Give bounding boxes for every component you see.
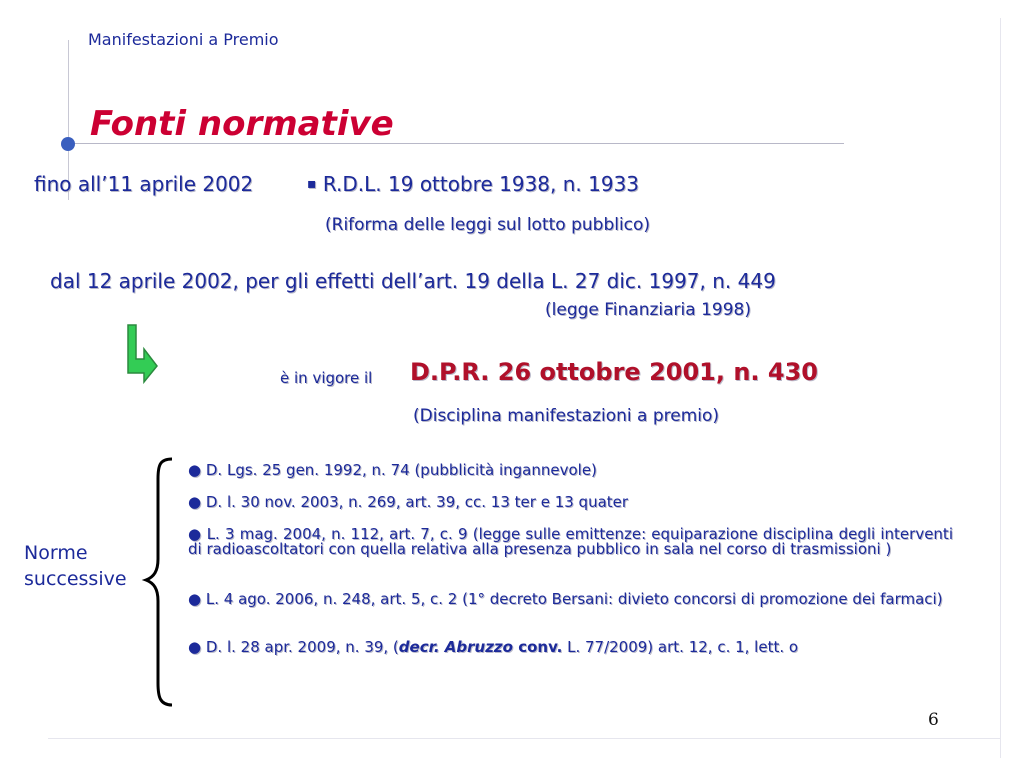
- square-bullet-icon: ▪: [307, 176, 317, 192]
- list-item-text-part1: D. l. 28 apr. 2009, n. 39, (: [205, 638, 399, 656]
- before-date-label: fino all’11 aprile 2002: [34, 172, 254, 196]
- after-law-note: (legge Finanziaria 1998): [545, 300, 751, 320]
- in-force-law: D.P.R. 26 ottobre 2001, n. 430: [410, 358, 818, 386]
- before-law-line: [307, 172, 639, 196]
- list-item: [188, 495, 628, 510]
- norme-label-line1: Norme: [24, 542, 88, 564]
- in-force-note: (Disciplina manifestazioni a premio): [413, 406, 720, 426]
- list-item-text: L. 4 ago. 2006, n. 248, art. 5, c. 2 (1° decreto Bersani: divieto concorsi di promozione dei farmaci): [205, 590, 943, 608]
- in-force-label: è in vigore il: [280, 369, 373, 387]
- list-item-text: D. Lgs. 25 gen. 1992, n. 74 (pubblicità ingannevole): [205, 461, 597, 479]
- right-vertical-rule: [1000, 18, 1001, 758]
- curly-brace-icon: [140, 455, 180, 711]
- bullet-icon: ●: [188, 590, 202, 608]
- turn-right-arrow-icon: [118, 322, 160, 384]
- list-item-emphasis: decr. Abruzzo: [398, 638, 513, 656]
- list-item-text: L. 3 mag. 2004, n. 112, art. 7, c. 9 (legge sulle emittenze: equiparazione disciplina degli interventi di radioascoltatori con quella relativa alla presenza pubblico in sala nel corso di trasmissioni ): [188, 525, 953, 558]
- after-date-line: dal 12 aprile 2002, per gli effetti dell’art. 19 della L. 27 dic. 1997, n. 449: [50, 269, 776, 293]
- list-item: [188, 592, 953, 607]
- before-law-note: (Riforma delle leggi sul lotto pubblico): [325, 215, 651, 235]
- list-item-text: D. l. 30 nov. 2003, n. 269, art. 39, cc. 13 ter e 13 quater: [205, 493, 629, 511]
- list-item: [188, 463, 597, 478]
- footer-rule: [48, 738, 1000, 739]
- bullet-icon: ●: [188, 493, 202, 511]
- norme-label: [24, 540, 127, 592]
- before-law-text: R.D.L. 19 ottobre 1938, n. 1933: [322, 172, 640, 196]
- bullet-icon: ●: [188, 638, 202, 656]
- title-dot-icon: [61, 137, 75, 151]
- page-number: 6: [928, 710, 939, 730]
- bullet-icon: ●: [188, 461, 202, 479]
- list-item-text-part4: L. 77/2009) art. 12, c. 1, lett. o: [562, 638, 799, 656]
- list-item: [188, 640, 798, 655]
- page-title: Fonti normative: [90, 104, 394, 144]
- bullet-icon: ●: [188, 525, 202, 543]
- norme-label-line2: successive: [24, 568, 127, 590]
- header-title: Manifestazioni a Premio: [88, 30, 279, 49]
- list-item-bold: conv.: [512, 638, 563, 656]
- list-item: [188, 527, 953, 557]
